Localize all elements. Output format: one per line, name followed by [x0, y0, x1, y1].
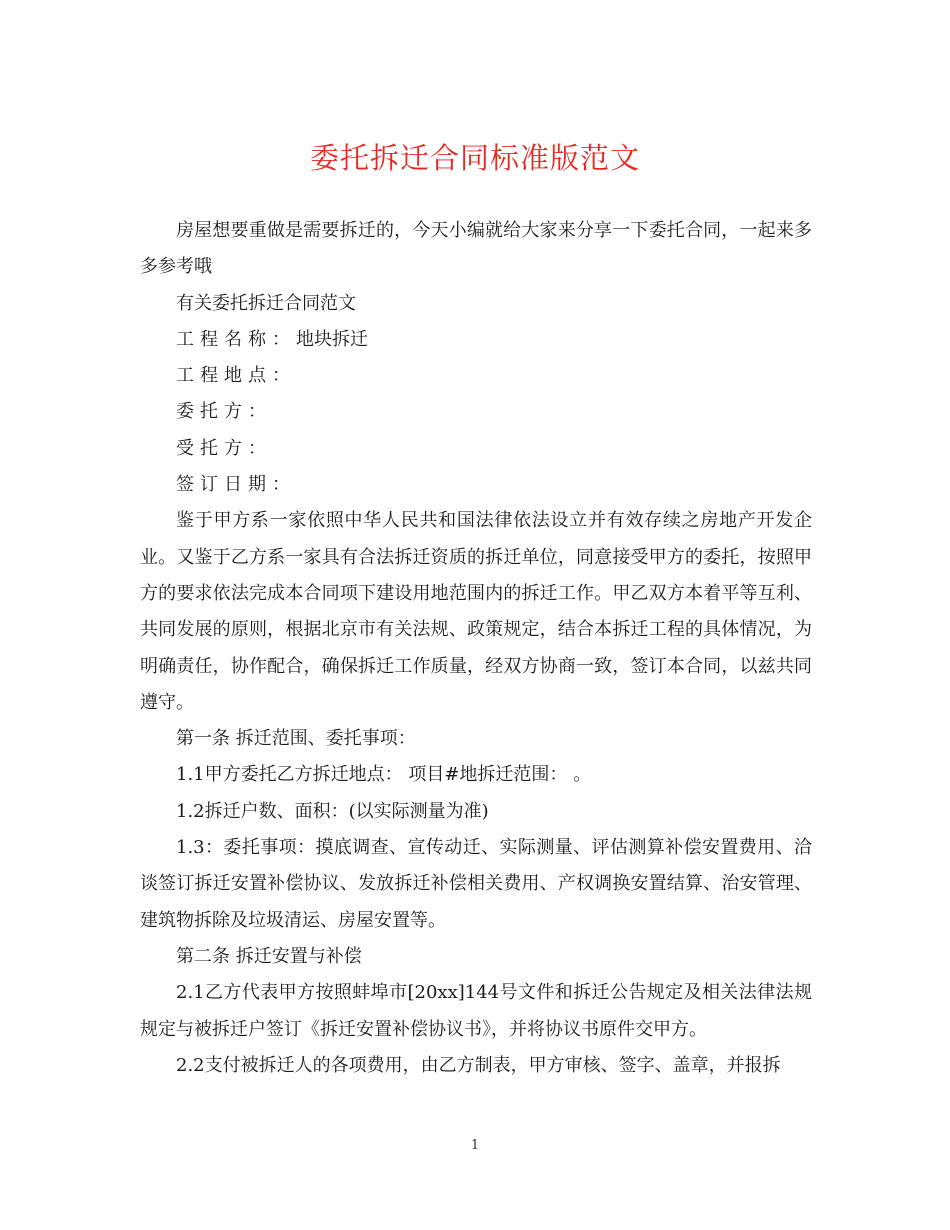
preamble-paragraph: 鉴于甲方系一家依照中华人民共和国法律依法设立并有效存续之房地产开发企业。又鉴于乙方系一家具有合法拆迁资质的拆迁单位，同意接受甲方的委托，按照甲方的要求依法完成本合同项下建设用地范围内的拆迁工作。甲乙双方本着平等互利、共同发展的原则，根据北京市有关法规、政策规定，结合本拆迁工程的具体情况，为明确责任，协作配合，确保拆迁工作质量，经双方协商一致，签订本合同，以兹共同遵守。 — [140, 510, 812, 713]
field-value: 地块拆迁 — [296, 328, 368, 350]
page-number: 1 — [470, 1138, 480, 1153]
clause-2-1: 2.1乙方代表甲方按照蚌埠市[20xx]144号文件和拆迁公告规定及相关法律法规规定与被拆迁户签订《拆迁安置补偿协议书》，并将协议书原件交甲方。 — [140, 982, 812, 1040]
field-project-location — [140, 358, 812, 394]
field-sign-date — [140, 467, 812, 503]
clause-1-2: 1.2拆迁户数、面积：(以实际测量为准) — [176, 800, 489, 822]
field-label: 工程名称： — [176, 328, 296, 350]
intro-paragraph: 房屋想要重做是需要拆迁的，今天小编就给大家来分享一下委托合同，一起来多多参考哦 — [140, 220, 812, 278]
subtitle: 有关委托拆迁合同范文 — [176, 292, 356, 314]
document-body — [140, 213, 812, 1084]
article-2-heading: 第二条 拆迁安置与补偿 — [176, 945, 362, 967]
clause-1-3: 1.3：委托事项：摸底调查、宣传动迁、实际测量、评估测算补偿安置费用、洽谈签订拆迁安置补偿协议、发放拆迁补偿相关费用、产权调换安置结算、治安管理、建筑物拆除及垃圾清运、房屋安置等。 — [140, 837, 812, 931]
field-project-name — [140, 322, 812, 358]
field-label: 签订日期： — [176, 474, 296, 496]
field-label: 委托方： — [176, 401, 272, 423]
clause-1-1: 1.1甲方委托乙方拆迁地点： 项目#地拆迁范围： 。 — [176, 764, 592, 786]
article-1-heading: 第一条 拆迁范围、委托事项： — [176, 728, 416, 750]
clause-2-2: 2.2支付被拆迁人的各项费用，由乙方制表，甲方审核、签字、盖章，并报拆 — [176, 1054, 781, 1076]
document-title: 委托拆迁合同标准版范文 — [309, 141, 640, 175]
field-label: 受托方： — [176, 437, 272, 459]
field-client — [140, 394, 812, 430]
field-contractor — [140, 431, 812, 467]
field-label: 工程地点： — [176, 365, 296, 387]
